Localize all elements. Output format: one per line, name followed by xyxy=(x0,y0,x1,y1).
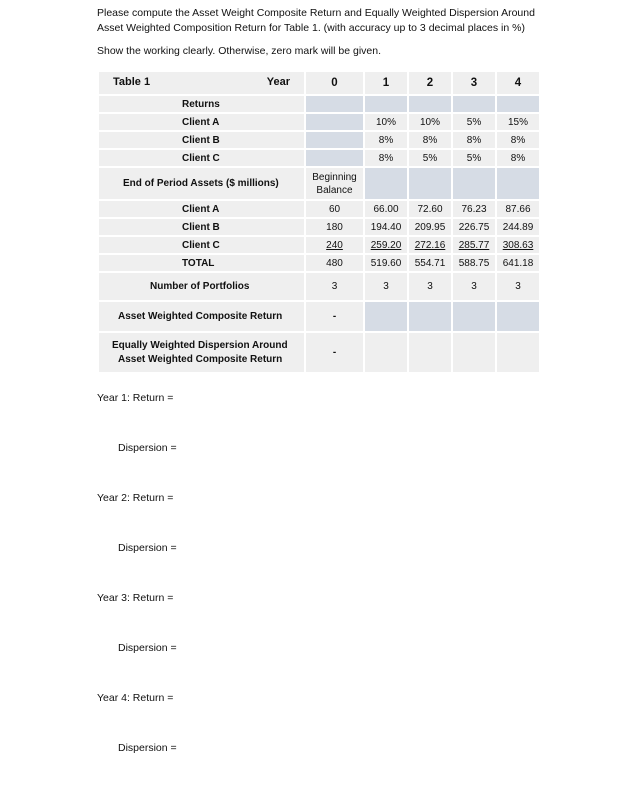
year-1-return-label: Year 1: Return = xyxy=(97,392,174,404)
instruction-line-1: Please compute the Asset Weight Composite Return and Equally Weighted Dispersion Around xyxy=(97,7,535,19)
year-header-2: 2 xyxy=(409,72,451,94)
cell xyxy=(306,96,363,112)
assets-b-2: 209.95 xyxy=(409,219,451,235)
return-a-2: 10% xyxy=(409,114,451,130)
return-b-4: 8% xyxy=(497,132,539,148)
dispersion-label-line-2: Asset Weighted Composite Return xyxy=(118,353,283,365)
assets-b-4: 244.89 xyxy=(497,219,539,235)
return-c-2: 5% xyxy=(409,150,451,166)
cell xyxy=(365,168,407,199)
assets-c-4: 308.63 xyxy=(502,239,534,251)
dispersion-0: - xyxy=(306,333,363,372)
year-header-4: 4 xyxy=(497,72,539,94)
year-header-1: 1 xyxy=(365,72,407,94)
total-4: 641.18 xyxy=(497,255,539,271)
total-2: 554.71 xyxy=(409,255,451,271)
return-c-1: 8% xyxy=(365,150,407,166)
assets-a-1: 66.00 xyxy=(365,201,407,217)
dispersion-2 xyxy=(409,333,451,372)
instruction-line-2: Asset Weighted Composition Return for Table 1. (with accuracy up to 3 decimal places in %) xyxy=(97,22,525,34)
return-b-1: 8% xyxy=(365,132,407,148)
awcr-0: - xyxy=(306,302,363,331)
returns-label: Returns xyxy=(99,96,304,112)
year-3-dispersion-label: Dispersion = xyxy=(118,642,177,654)
cell xyxy=(306,114,363,130)
awcr-3 xyxy=(453,302,495,331)
client-b-assets-label: Client B xyxy=(99,219,304,235)
portfolios-2: 3 xyxy=(409,273,451,300)
return-c-3: 5% xyxy=(453,150,495,166)
beginning-balance-cell xyxy=(306,168,363,199)
assets-c-1-cell xyxy=(365,237,407,253)
client-c-assets-label: Client C xyxy=(99,237,304,253)
awcr-label: Asset Weighted Composite Return xyxy=(99,302,304,331)
awcr-1 xyxy=(365,302,407,331)
return-b-2: 8% xyxy=(409,132,451,148)
cell xyxy=(453,96,495,112)
assets-a-3: 76.23 xyxy=(453,201,495,217)
beginning-balance-line-1: Beginning xyxy=(312,171,357,183)
year-label: Year xyxy=(266,76,290,88)
dispersion-3 xyxy=(453,333,495,372)
return-a-3: 5% xyxy=(453,114,495,130)
cell xyxy=(365,96,407,112)
client-a-label: Client A xyxy=(99,114,304,130)
cell xyxy=(453,168,495,199)
year-1-dispersion-label: Dispersion = xyxy=(118,442,177,454)
year-4-return-label: Year 4: Return = xyxy=(97,692,174,704)
client-b-label: Client B xyxy=(99,132,304,148)
client-c-label: Client C xyxy=(99,150,304,166)
year-header-0: 0 xyxy=(306,72,363,94)
cell xyxy=(306,150,363,166)
table-1 xyxy=(97,70,541,374)
year-2-dispersion-label: Dispersion = xyxy=(118,542,177,554)
portfolios-0: 3 xyxy=(306,273,363,300)
dispersion-label-line-1: Equally Weighted Dispersion Around xyxy=(112,339,288,351)
dispersion-4 xyxy=(497,333,539,372)
instructions-text xyxy=(97,6,557,36)
dispersion-label-cell xyxy=(99,333,304,372)
assets-c-0-cell xyxy=(306,237,363,253)
dispersion-1 xyxy=(365,333,407,372)
cell xyxy=(497,168,539,199)
assets-c-4-cell xyxy=(497,237,539,253)
instruction-line-3: Show the working clearly. Otherwise, zero mark will be given. xyxy=(97,45,381,57)
year-4-dispersion-label: Dispersion = xyxy=(118,742,177,754)
eop-assets-label: End of Period Assets ($ millions) xyxy=(99,168,304,199)
total-3: 588.75 xyxy=(453,255,495,271)
assets-c-0: 240 xyxy=(326,239,343,251)
cell xyxy=(409,96,451,112)
awcr-2 xyxy=(409,302,451,331)
assets-c-3-cell xyxy=(453,237,495,253)
cell xyxy=(497,96,539,112)
assets-b-1: 194.40 xyxy=(365,219,407,235)
year-header-3: 3 xyxy=(453,72,495,94)
client-a-assets-label: Client A xyxy=(99,201,304,217)
portfolios-4: 3 xyxy=(497,273,539,300)
year-2-return-label: Year 2: Return = xyxy=(97,492,174,504)
return-a-1: 10% xyxy=(365,114,407,130)
cell xyxy=(409,168,451,199)
total-label: TOTAL xyxy=(99,255,304,271)
assets-a-2: 72.60 xyxy=(409,201,451,217)
awcr-4 xyxy=(497,302,539,331)
year-3-return-label: Year 3: Return = xyxy=(97,592,174,604)
assets-c-3: 285.77 xyxy=(458,239,490,251)
assets-b-0: 180 xyxy=(306,219,363,235)
return-a-4: 15% xyxy=(497,114,539,130)
cell xyxy=(306,132,363,148)
assets-c-1: 259.20 xyxy=(370,239,402,251)
assets-a-0: 60 xyxy=(306,201,363,217)
return-c-4: 8% xyxy=(497,150,539,166)
assets-c-2: 272.16 xyxy=(414,239,446,251)
table-title-cell xyxy=(99,72,304,94)
portfolios-label: Number of Portfolios xyxy=(99,273,304,300)
assets-c-2-cell xyxy=(409,237,451,253)
total-1: 519.60 xyxy=(365,255,407,271)
return-b-3: 8% xyxy=(453,132,495,148)
table-title: Table 1 xyxy=(113,76,151,88)
portfolios-3: 3 xyxy=(453,273,495,300)
portfolios-1: 3 xyxy=(365,273,407,300)
assets-b-3: 226.75 xyxy=(453,219,495,235)
assets-a-4: 87.66 xyxy=(497,201,539,217)
total-0: 480 xyxy=(306,255,363,271)
beginning-balance-line-2: Balance xyxy=(316,184,353,196)
